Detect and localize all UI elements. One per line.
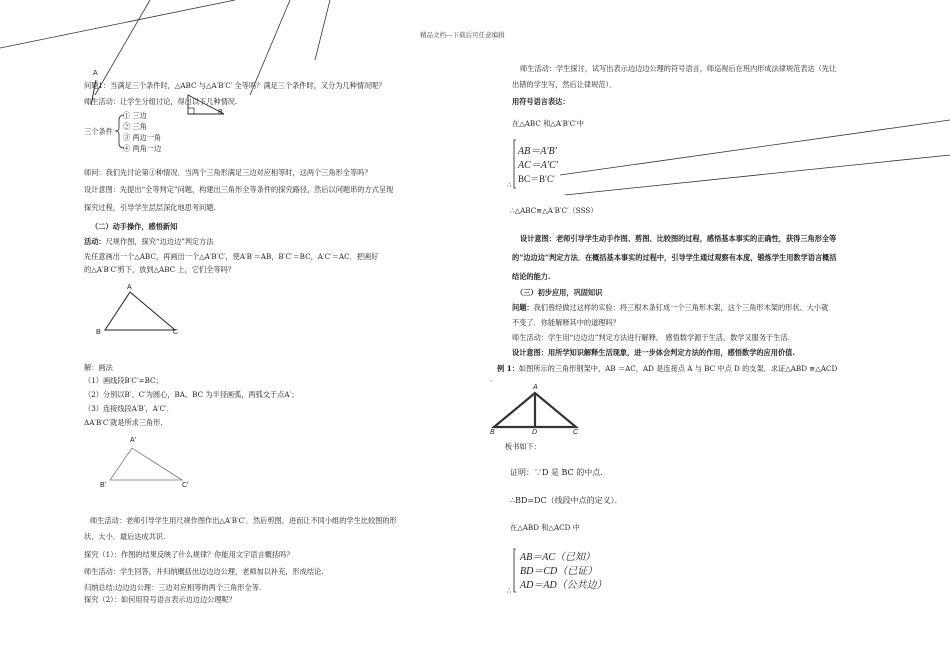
section-3-title: （三）初步应用，巩固知识 bbox=[516, 288, 603, 297]
instruction-2: 的△A′B′C′剪下，放到△ABC 上，它们全等吗？ bbox=[84, 265, 235, 274]
triangle-a-prime bbox=[110, 448, 182, 480]
solution-end: ΔA′B′C′就是所求三角形. bbox=[84, 418, 163, 427]
conclusion-sss: ∴△ABC≌△A′B′C′（SSS） bbox=[510, 206, 598, 215]
fig-label-a: A bbox=[533, 384, 538, 391]
summary: 归纳总结:边边边公理：三边对应相等的两个三角形全等. bbox=[84, 583, 262, 592]
teacher-question: 师问：我们先讨论第①种情况．当两个三角形满足三边对应相等时，这两个三角形全等吗？ bbox=[84, 168, 372, 177]
activity-para-2: 状、大小．最后达成共识. bbox=[84, 532, 166, 541]
design-intent-2c: 结论的能力. bbox=[512, 272, 551, 281]
condition-item: ③ 两边一角 bbox=[123, 133, 162, 142]
tri1-label-a: A bbox=[127, 284, 132, 291]
problem-label: 问题： bbox=[512, 303, 534, 312]
fig-label-b: B bbox=[490, 429, 495, 436]
right-para-1b: 出错的学生写，然后让律规范）． bbox=[512, 80, 617, 89]
equation-line: BD＝CD（已证） bbox=[520, 566, 598, 577]
example-label: 例 1： bbox=[497, 364, 519, 373]
right-para-1: 师生活动：学生探讨，试写出表示边边边公理的符号语言，师巡视后在班内形成法律规范表达（先让 bbox=[520, 64, 837, 73]
solution-step: （2）分别以B′、C′为圆心，BA、BC 为半径画弧，两弧交于点A′； bbox=[84, 390, 299, 399]
mini-label-a: A bbox=[93, 70, 98, 77]
activity-text: 尺规作图，探究“边边边”判定方法 bbox=[105, 237, 214, 246]
equation-line: AB＝A′B′ bbox=[518, 146, 557, 157]
equation-line: AB＝AC（已知） bbox=[520, 552, 595, 563]
fig-label-c: C bbox=[573, 429, 579, 436]
activity-para-3: 师生活动：学生回答，并归纳概括出边边边公理，老师加以补充，形成结论. bbox=[84, 567, 324, 576]
therefore-symbol: ∴ bbox=[507, 586, 512, 595]
design-intent-2: 设计意图：老师引导学生动手作图、剪图、比较图的过程，感悟基本事实的正确性，获得三角形全等 bbox=[520, 234, 837, 243]
activity-line bbox=[84, 237, 214, 246]
example-dot: ． bbox=[490, 374, 498, 383]
equation-line: AD＝AD（公共边） bbox=[520, 580, 607, 591]
example-line bbox=[497, 364, 837, 373]
instruction-1: 先任意画出一个△ABC，再画出一个△A′B′C′，使A′B′＝AB，B′C′＝BC，A′C′＝AC．把画好 bbox=[84, 252, 379, 261]
tri2-label-b: B′ bbox=[100, 482, 106, 489]
triangle-abc bbox=[105, 292, 175, 330]
page-header: 精品文档---下载后可任意编辑 bbox=[420, 31, 505, 39]
symbol-heading: 用符号语言表达： bbox=[512, 97, 570, 106]
problem-line bbox=[512, 303, 828, 312]
solution-step: （3）连接线段A′B′，A′C′． bbox=[84, 404, 174, 413]
section-2-title: （二）动手操作，感悟新知 bbox=[91, 222, 178, 231]
equation-line: BC＝B′C′ bbox=[518, 174, 555, 184]
condition-item: ④ 两角一边 bbox=[123, 144, 162, 153]
design-intent-3: 设计意图：用所学知识解释生活现象，进一步体会判定方法的作用，感悟数学的应用价值. bbox=[512, 348, 795, 357]
problem-text-2: 不变了．你能解释其中的道理吗？ bbox=[512, 318, 620, 327]
design-intent-2b: 的“边边边”判定方法．在概括基本事实的过程中，引导学生通过观察有本度，锻炼学生用数学语言概括 bbox=[512, 253, 837, 262]
problem-text: 我们曾经做过这样的实验：将三根木条钉成一个三角形木架，这个三角形木架的形状、大小就 bbox=[533, 303, 829, 312]
example-figure bbox=[494, 393, 576, 427]
equation-line: AC＝A′C′ bbox=[518, 160, 558, 171]
conditions-label: 三个条件 bbox=[84, 127, 113, 136]
example-text: 如图所示的三角形钢架中，AB ＝AC，AD 是连接点 A 与 BC 中点 D 的支架．求证△ABD ≌△ACD bbox=[518, 364, 838, 373]
board-title: 板书如下： bbox=[505, 442, 541, 451]
design-intent-1b: 探究过程，引导学生层层深化地思考问题. bbox=[84, 203, 216, 212]
tri1-label-c: C bbox=[173, 329, 179, 336]
tri2-label-a: A′ bbox=[130, 437, 136, 444]
therefore-symbol: ∴ bbox=[507, 180, 512, 189]
fig-label-d: D bbox=[532, 429, 538, 436]
activity-explain: 师生活动：学生用“边边边”判定方法进行解释， 感悟数学源于生活，数学又服务于生活. bbox=[512, 333, 790, 342]
solution-step: （1）画线段B′C′=BC； bbox=[84, 376, 163, 385]
question-2: 师生活动：让学生分组讨论，得出以下几种情况. bbox=[84, 97, 238, 106]
solution-title: 解：画法 bbox=[84, 363, 113, 372]
proof-line-2: ∴BD=DC（线段中点的定义）． bbox=[510, 496, 623, 505]
tri2-label-c: C′ bbox=[182, 482, 189, 489]
question-1: 问题1：当满足三个条件时，△ABC 与△A′B′C′ 全等吗？满足三个条件时，又分为几种情况呢？ bbox=[84, 81, 386, 90]
activity-para-1: 师生活动：老师引导学生用尺规作图作出△A′B′C′．然后剪图，进而让不同小组的学生比较图的形 bbox=[90, 516, 397, 525]
explore-2: 探究（2）：如何用符号语言表示边边边公理呢？ bbox=[84, 595, 236, 604]
mini-label-b: B bbox=[218, 109, 223, 116]
tri1-label-b: B bbox=[96, 329, 101, 336]
in-triangles: 在△ABC 和△A′B′C′中 bbox=[512, 119, 584, 128]
explore-1: 探究（1）：作图的结果反映了什么规律？你能用文字语言概括吗？ bbox=[84, 550, 294, 559]
condition-item: ① 三边 bbox=[123, 111, 147, 120]
activity-label: 活动： bbox=[84, 237, 106, 246]
design-intent-1: 设计意图：先提出“全等判定”问题，构建出三角形全等条件的探究路径，然后以问题串的方式呈现 bbox=[84, 185, 394, 194]
proof-line-3: 在△ABD 和△ACD 中 bbox=[510, 523, 580, 532]
condition-item: ② 三角 bbox=[123, 122, 147, 131]
proof-line-1: 证明：∵D 是 BC 的中点． bbox=[510, 468, 609, 477]
